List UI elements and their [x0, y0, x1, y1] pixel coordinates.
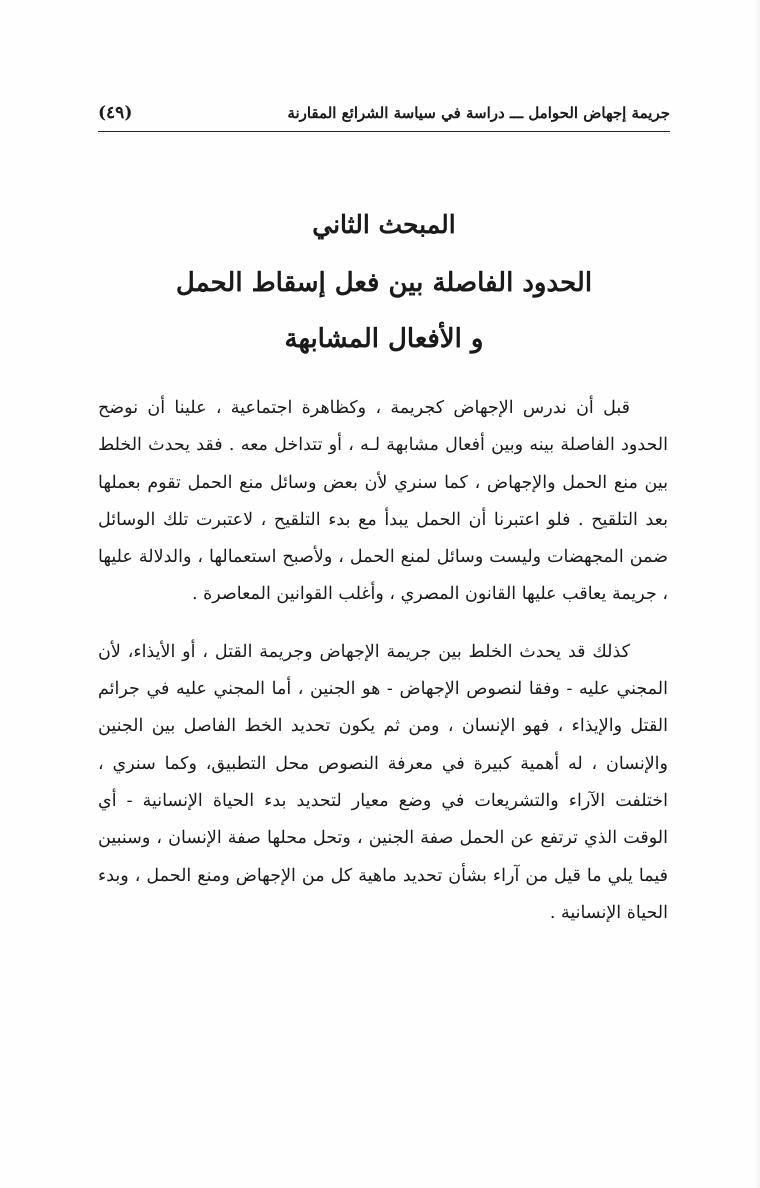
section-title-line-2: و الأفعال المشابهة: [284, 324, 484, 354]
body-text: [98, 390, 668, 932]
page-edge-shadow: [754, 0, 760, 1188]
section-title-line-1: الحدود الفاصلة بين فعل إسقاط الحمل: [175, 268, 593, 298]
running-title: جريمة إجهاض الحوامل ـــ دراسة في سياسة الشرائع المقارنة: [287, 104, 670, 122]
page-number: (٤٩): [98, 103, 133, 123]
running-header: [98, 96, 670, 130]
section-label: المبحث الثاني: [312, 210, 456, 239]
header-divider: [98, 131, 670, 132]
paragraph-2: كذلك قد يحدث الخلط بين جريمة الإجهاض وجريمة القتل ، أو الأيذاء، لأن المجني عليه - وفقا لنصوص الإجهاض - هو الجنين ، أما المجني عليه في جرائم القتل والإيذاء ، فهو الإنسان ، ومن ثم يكون تحديد الخط الفاصل بين الجنين والإنسان ، له أهمية كبيرة في معرفة النصوص محل التطبيق، وكما سنري ، اختلفت الآراء والتشريعات في وضع معيار لتحديد بدء الحياة الإنسانية - أي الوقت الذي ترتفع عن الحمل صفة الجنين ، وتحل محلها صفة الإنسان ، وسنبين فيما يلي ما قيل من آراء بشأن تحديد ماهية كل من الإجهاض ومنع الحمل ، وبدء الحياة الإنسانية .: [98, 641, 668, 923]
paragraph-1: قبل أن ندرس الإجهاض كجريمة ، وكظاهرة اجتماعية ، علينا أن نوضح الحدود الفاصلة بينه وبين أفعال مشابهة لـه ، أو تتداخل معه . فقد يحدث الخلط بين منع الحمل والإجهاض ، كما سنري لأن بعض وسائل منع الحمل تقوم بعملها بعد التلقيح . فلو اعتبرنا أن الحمل يبدأ مع بدء التلقيح ، لاعتبرت تلك الوسائل ضمن المجهضات وليست وسائل لمنع الحمل ، ولأصبح استعمالها ، والدلالة عليها ، جريمة يعاقب عليها القانون المصري ، وأغلب القوانين المعاصرة .: [98, 398, 668, 605]
